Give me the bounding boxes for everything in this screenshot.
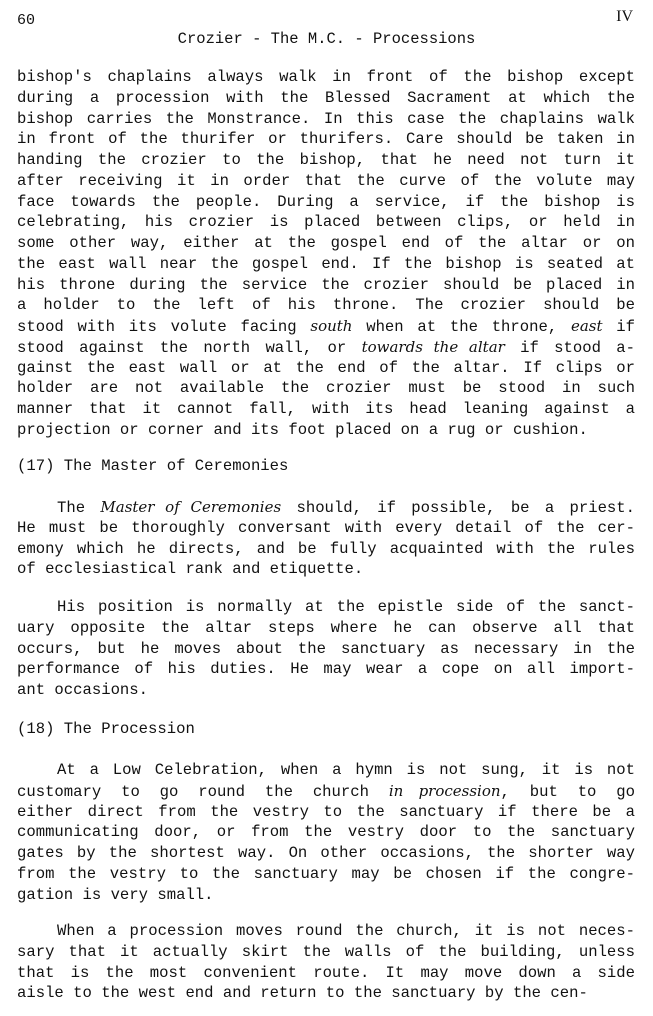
text-line — [17, 822, 635, 842]
text-line — [17, 618, 635, 638]
section-heading: (17) The Master of Ceremonies — [17, 457, 289, 475]
text-run: bishop's chaplains always walk in front of the bishop except — [17, 68, 635, 86]
text-line — [17, 295, 635, 315]
text-run: if — [602, 318, 635, 336]
text-line — [17, 358, 635, 378]
italic-phrase: south — [310, 317, 353, 335]
text-line — [17, 378, 635, 398]
text-run: performance of his duties. He may wear a cope on all import- — [17, 660, 635, 679]
text-line — [17, 963, 635, 983]
text-line — [57, 497, 635, 518]
text-run: uary opposite the altar steps where he can observe all that — [17, 618, 635, 637]
text-line — [17, 67, 635, 87]
text-line — [17, 192, 635, 212]
text-run: some other way, either at the gospel end of the altar or on — [17, 234, 635, 252]
text-line — [17, 88, 635, 108]
text-run: face towards the people. During a service, if the bishop is — [17, 192, 635, 211]
text-line — [17, 212, 635, 232]
text-run: gation is very small. — [17, 885, 214, 904]
text-run: When a procession moves round the church, it is not neces- — [57, 922, 635, 940]
text-line — [17, 254, 635, 274]
text-run: the east wall near the gospel end. If the bishop is seated at — [17, 254, 635, 273]
italic-phrase: towards the altar — [361, 337, 505, 356]
italic-phrase: east — [570, 317, 603, 335]
text-run: if stood a- — [504, 338, 636, 357]
italic-phrase: in procession — [388, 781, 501, 800]
text-run: He must be thoroughly conversant with every detail of the cer- — [17, 518, 635, 537]
text-line — [17, 639, 635, 659]
text-run: handing the crozier to the bishop, that he need not turn it — [17, 151, 635, 169]
text-line — [17, 942, 635, 962]
text-line — [17, 316, 635, 337]
text-run: stood against the north wall, or — [17, 338, 362, 357]
text-run: The — [57, 499, 101, 517]
text-run: a holder to the left of his throne. The crozier should be — [17, 296, 635, 315]
text-run: holder are not available the crozier must be stood in such — [17, 379, 635, 398]
text-run: ant occasions. — [17, 681, 149, 699]
text-line — [17, 802, 635, 822]
text-run: sary that it actually skirt the walls of the building, unless — [17, 942, 635, 961]
text-line — [17, 559, 635, 579]
text-run: in front of the thurifer or thurifers. Care should be taken in — [17, 130, 635, 149]
text-run: emony which he directs, and be fully acquainted with the rules — [17, 539, 635, 558]
chapter-number: IV — [616, 8, 633, 25]
text-run: His position is normally at the epistle side of the sanct- — [57, 598, 635, 616]
text-line — [17, 539, 635, 559]
text-line — [57, 597, 635, 617]
text-line — [17, 843, 635, 863]
text-run: At a Low Celebration, when a hymn is not sung, it is not — [57, 761, 635, 779]
text-line — [17, 518, 635, 538]
text-run: bishop carries the Monstrance. In this case the chaplains walk — [17, 109, 635, 128]
italic-phrase: Master of Ceremonies — [100, 498, 282, 516]
text-line — [17, 983, 635, 1003]
running-title: Crozier - The M.C. - Processions — [177, 30, 476, 48]
text-run: of ecclesiastical rank and etiquette. — [17, 560, 364, 579]
text-line — [17, 420, 635, 440]
text-run: gates by the shortest way. On other occasions, the shorter way — [17, 844, 635, 862]
text-line — [17, 129, 635, 149]
text-run: communicating door, or from the vestry door to the sanctuary — [17, 823, 635, 842]
text-line — [17, 864, 635, 884]
text-run: , but to go — [500, 782, 635, 801]
text-line — [57, 760, 635, 780]
text-run: stood with its volute facing — [17, 318, 311, 336]
text-run: aisle to the west end and return to the sanctuary by the cen- — [17, 984, 588, 1003]
text-line — [17, 337, 635, 358]
text-run: when at the throne, — [352, 318, 571, 336]
text-line — [17, 781, 635, 802]
text-line — [17, 659, 635, 679]
page-number: 60 — [17, 12, 36, 29]
text-run: customary to go round the church — [17, 782, 389, 801]
text-line — [17, 150, 635, 170]
text-line — [17, 680, 635, 700]
text-run: that is the most convenient route. It may move down a side — [17, 963, 635, 982]
text-run: should, if possible, be a priest. — [281, 499, 636, 517]
text-line — [17, 109, 635, 129]
text-run: his throne during the service the crozier should be placed in — [17, 275, 635, 294]
text-line — [57, 921, 635, 941]
text-run: from the vestry to the sanctuary may be chosen if the congre- — [17, 864, 635, 883]
text-line — [17, 885, 635, 905]
text-run: during a procession with the Blessed Sacrament at which the — [17, 88, 635, 107]
text-run: projection or corner and its foot placed on a rug or cushion. — [17, 420, 588, 439]
text-line — [17, 275, 635, 295]
section-heading: (18) The Procession — [17, 720, 195, 738]
text-run: either direct from the vestry to the sanctuary if there be a — [17, 802, 635, 821]
text-line — [17, 171, 635, 191]
text-run: gainst the east wall or at the end of the altar. If clips or — [17, 358, 635, 377]
text-run: celebrating, his crozier is placed between clips, or held in — [17, 213, 635, 232]
text-line — [17, 233, 635, 253]
text-run: occurs, but he moves about the sanctuary as necessary in the — [17, 639, 635, 658]
text-run: after receiving it in order that the curve of the volute may — [17, 171, 635, 190]
text-run: manner that it cannot fall, with its head leaning against a — [17, 400, 635, 418]
text-line — [17, 399, 635, 419]
